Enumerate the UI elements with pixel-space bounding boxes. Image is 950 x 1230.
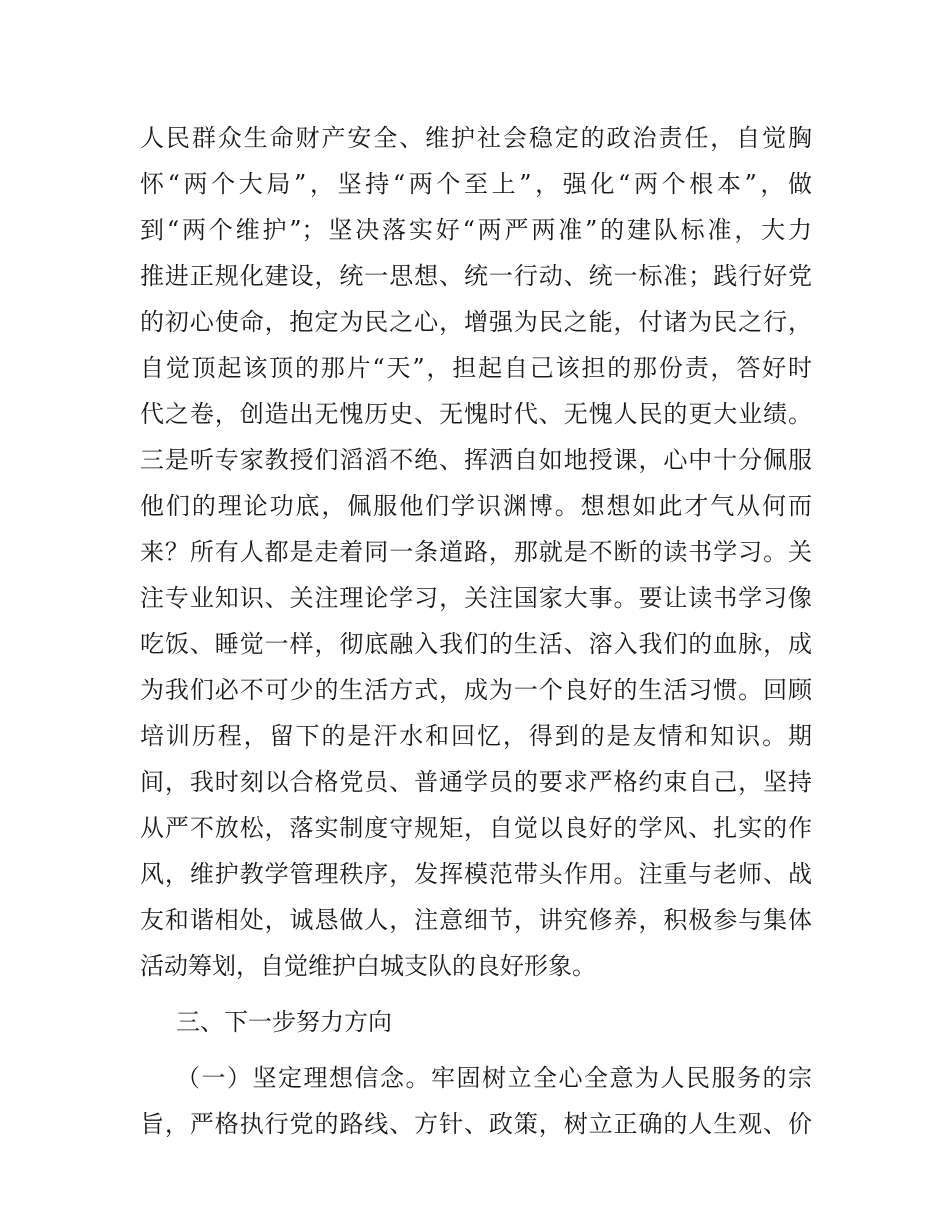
paragraph-line: 来？所有人都是走着同一条道路，那就是不断的读书学习。关 [140,538,812,566]
paragraph-line: 怀“两个大局”，坚持“两个至上”，强化“两个根本”，做 [140,170,812,198]
paragraph-line: 到“两个维护”；坚决落实好“两严两准”的建队标准，大力 [140,216,812,244]
paragraph-line: 代之卷，创造出无愧历史、无愧时代、无愧人民的更大业绩。 [140,400,812,428]
paragraph-line: 风，维护教学管理秩序，发挥模范带头作用。注重与老师、战 [140,860,812,888]
paragraph-line: 自觉顶起该顶的那片“天”，担起自己该担的那份责，答好时 [140,354,812,382]
paragraph-line: 间，我时刻以合格党员、普通学员的要求严格约束自己，坚持 [140,768,812,796]
paragraph-line: 活动筹划，自觉维护白城支队的良好形象。 [140,952,596,980]
paragraph-line: 人民群众生命财产安全、维护社会稳定的政治责任，自觉胸 [140,124,812,152]
paragraph-line: 培训历程，留下的是汗水和回忆，得到的是友情和知识。期 [140,722,812,750]
paragraph-line: 三是听专家教授们滔滔不绝、挥洒自如地授课，心中十分佩服 [140,446,812,474]
paragraph-line: 他们的理论功底，佩服他们学识渊博。想想如此才气从何而 [140,492,812,520]
paragraph-line: 吃饭、睡觉一样，彻底融入我们的生活、溶入我们的血脉，成 [140,630,812,658]
paragraph-line: 为我们必不可少的生活方式，成为一个良好的生活习惯。回顾 [140,676,812,704]
section-paragraph-line: （一）坚定理想信念。牢固树立全心全意为人民服务的宗 [176,1064,812,1092]
section-paragraph-line: 旨，严格执行党的路线、方针、政策，树立正确的人生观、价 [140,1110,812,1138]
paragraph-line: 的初心使命，抱定为民之心，增强为民之能，付诸为民之行， [140,308,812,336]
paragraph-line: 注专业知识、关注理论学习，关注国家大事。要让读书学习像 [140,584,812,612]
paragraph-line: 友和谐相处，诚恳做人，注意细节，讲究修养，积极参与集体 [140,906,812,934]
section-heading: 三、下一步努力方向 [176,1008,392,1036]
paragraph-line: 从严不放松，落实制度守规矩，自觉以良好的学风、扎实的作 [140,814,812,842]
paragraph-line: 推进正规化建设，统一思想、统一行动、统一标准；践行好党 [140,262,812,290]
